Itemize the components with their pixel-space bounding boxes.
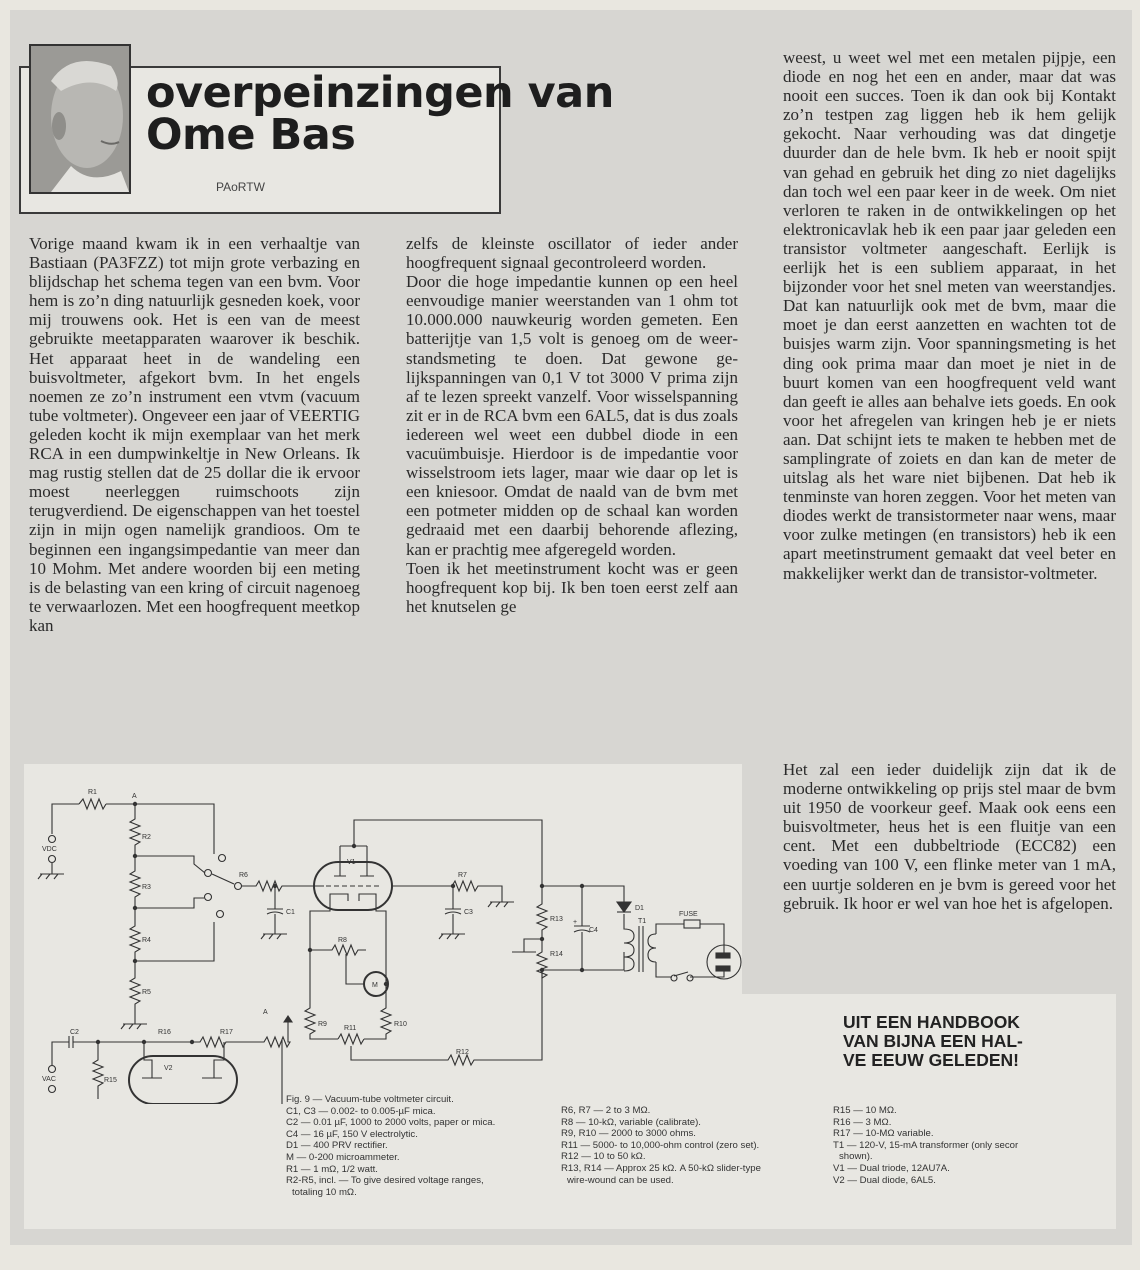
portrait-image	[31, 46, 129, 192]
legend-line: V1 — Dual triode, 12AU7A.	[833, 1162, 950, 1174]
label-r17: R17	[220, 1029, 233, 1036]
legend-line: R2-R5, incl. — To give desired voltage ranges,	[286, 1175, 484, 1187]
author-portrait	[29, 44, 131, 194]
legend-line: C1, C3 — 0.002- to 0.005-µF mica.	[286, 1105, 436, 1117]
label-a-node: A	[132, 793, 137, 800]
label-v1: V1	[347, 859, 356, 866]
legend-line: R6, R7 — 2 to 3 MΩ.	[561, 1105, 651, 1116]
legend-line: wire-wound can be used.	[567, 1174, 674, 1186]
legend-line: R9, R10 — 2000 to 3000 ohms.	[561, 1128, 696, 1140]
article-column-3-continued	[783, 760, 1116, 913]
label-r6: R6	[239, 872, 248, 879]
label-a-out: A	[263, 1009, 268, 1016]
legend-line: C4 — 16 µF, 150 V electrolytic.	[286, 1128, 418, 1140]
handbook-note-line: UIT EEN HANDBOOK	[843, 1012, 1020, 1032]
paragraph: Toen ik het meetinstrument kocht was er geen hoogfrequent kop bij. Ik ben toen eerst zelf aan het knutselen ge	[406, 558, 738, 616]
legend-line: R1 — 1 mΩ, 1/2 watt.	[286, 1163, 378, 1175]
title-line-1: overpeinzingen van	[146, 68, 614, 118]
label-r11: R11	[344, 1025, 357, 1032]
label-m: M	[372, 982, 378, 989]
legend-line: R8 — 10-kΩ, variable (calibrate).	[561, 1116, 701, 1128]
handbook-note	[843, 1013, 1023, 1070]
label-c1: C1	[286, 909, 295, 916]
label-r13: R13	[550, 916, 563, 923]
label-fuse: FUSE	[679, 911, 698, 918]
legend-line: R15 — 10 MΩ.	[833, 1105, 897, 1116]
legend-line: T1 — 120-V, 15-mA transformer (only secor	[833, 1139, 1019, 1151]
legend-line: totaling 10 mΩ.	[292, 1186, 357, 1198]
handbook-note-line: VAN BIJNA EEN HAL-	[843, 1031, 1023, 1051]
schematic-wires	[38, 799, 741, 1104]
legend-line: R17 — 10-MΩ variable.	[833, 1128, 934, 1140]
paragraph: Het zal een ieder duidelijk zijn dat ik de moderne ontwikkeling op prijs stel maar de bvm uit 1950 de voorkeur geef. Maak ook eens een buisvoltmeter, heus het is een fluitje van een cent. Met een dubbeltriode (ECC82) een voeding van 100 V, een flinke meter van 1 mA, een uurtje solderen en je bvm is gereed voor het gebruik. Ik hoor er wel van hoe het is afgelopen.	[783, 760, 1116, 913]
label-c4: C4	[589, 927, 598, 934]
label-r3: R3	[142, 884, 151, 891]
paragraph: zelfs de kleinste oscillator of ieder ander hoogfrequent signaal gecontroleerd worden.	[406, 234, 738, 273]
schematic-legend-column-3	[833, 1105, 1018, 1186]
legend-line: M — 0-200 microammeter.	[286, 1151, 400, 1163]
label-c3: C3	[464, 909, 473, 916]
label-r7: R7	[458, 872, 467, 879]
legend-line: R11 — 5000- to 10,000-ohm control (zero set).	[561, 1139, 760, 1151]
label-c2: C2	[70, 1029, 79, 1036]
label-c4-plus: +	[573, 919, 578, 926]
schematic-labels	[42, 789, 698, 1084]
legend-line: R12 — 10 to 50 kΩ.	[561, 1151, 646, 1163]
label-r1: R1	[88, 789, 97, 796]
schematic-legend-column-2	[561, 1105, 761, 1186]
label-r4: R4	[142, 937, 151, 944]
label-r5: R5	[142, 989, 151, 996]
handbook-note-line: VE EEUW GELEDEN!	[843, 1050, 1019, 1070]
article-title	[146, 68, 614, 160]
legend-line: D1 — 400 PRV rectifier.	[286, 1140, 388, 1152]
legend-line: Fig. 9 — Vacuum-tube voltmeter circuit.	[286, 1094, 454, 1105]
schematic-legend-column-1	[286, 1094, 495, 1198]
label-t1: T1	[638, 918, 647, 925]
label-vac: VAC	[42, 1076, 56, 1083]
paragraph: weest, u weet wel met een metalen pijpje, een diode en nog het een en ander, maar dat was nooit een succes. Toen ik dan ook bij Kontakt zo’n testpen zag liggen heb ik hem gelijk gekocht. Naar verhouding was dat dingetje duurder dan de hele bvm. Ik heb er nooit spijt van gehad en gebruik het ding zo niet dagelijks dan toch wel een paar keer in de week. Om niet verloren te raken in de ontwikkelingen op het elektronicavlak heb ik een paar jaar geleden een transistor voltmeter aangeschaft. Eerlijk is eerlijk het is een subliem apparaat, in het bijzonder voor het snel meten van weerstandjes. Dat kan natuurlijk ook met de bvm, maar die moet je dan eerst aanzetten en wachten tot de buisjes warm zijn. Voor spanningsmeting is het ding ook prima maar dan moet je niet in de buurt komen van een hoogfrequent veld want dan geeft ie alles aan behalve iets goeds. En ook voor het afregelen van kringen heb je er niets aan. Dat schijnt iets te maken te hebben met de samplingrate of zoiets en dan kan de meter de uitslag als het ware niet bijbenen. Dat heb ik tenminste van horen zeggen. Voor het meten van diodes werkt de transistormeter naar wens, maar voor zulke metingen (en transistors) heb ik een apart meetinstrument gemaakt dat veel beter en makkelijker werkt dan de transistor-voltmeter.	[783, 48, 1116, 583]
label-r14: R14	[550, 951, 563, 958]
label-vdc: VDC	[42, 846, 57, 853]
legend-line: R13, R14 — Approx 25 kΩ. A 50-kΩ slider-type	[561, 1162, 761, 1174]
label-r15: R15	[104, 1077, 117, 1084]
label-r2: R2	[142, 834, 151, 841]
vtvm-circuit-schematic	[24, 764, 742, 1104]
paragraph: Vorige maand kwam ik in een verhaaltje van Bastiaan (PA3FZZ) tot mijn grote verbazing en blijdschap het schema tegen van een bvm. Voor hem is zo’n ding natuurlijk gesneden koek, voor mij trouwens ook. Het is een van de meest gebruikte meetapparaten waarover ik beschik. Het apparaat heet in de wandeling een buisvoltmeter, afgekort bvm. In het engels noemen ze zo’n instrument een vtvm (vacuum tube voltmeter). Ongeveer een jaar of VEERTIG geleden kocht ik mijn exemplaar van het merk RCA in een dumpwinkeltje in New Orleans. Ik mag rustig stellen dat de 25 dollar die ik ervoor moest neerleggen ruimschoots zijn terugverdiend. De eigenschappen van het toestel zijn in mijn ogen namelijk grandioos. Om te beginnen een ingangsimpedantie van meer dan 10 Mohm. Met andere woorden bij een meting is de belasting van een kring of circuit nagenoeg te verwaarlozen. Met een hoogfrequent meetkop kan	[29, 234, 360, 635]
label-r16: R16	[158, 1029, 171, 1036]
legend-line: shown).	[839, 1151, 873, 1163]
label-v2: V2	[164, 1065, 173, 1072]
label-r9: R9	[318, 1021, 327, 1028]
title-line-2: Ome Bas	[146, 110, 356, 160]
article-column-2	[406, 234, 738, 616]
label-r12: R12	[456, 1049, 469, 1056]
paragraph: Door die hoge impedantie kunnen op een heel eenvoudige manier weerstanden van 1 ohm tot 10.000.000 nauwkeurig worden gemeten. Een batterijtje van 1,5 volt is genoeg om de weerstandsmeting te doen. Dat gewone gelijkspanningen van 0,1 V tot 3000 V prima zijn af te lezen spreekt vanzelf. Voor wisselspanning zit er in de RCA bvm een 6AL5, dat is dus zoals iedereen wel weet een dubbel diode in een vacuümbuisje. Hierdoor is de impedantie voor wisselstroom iets lager, maar wie daar op let is een kniesoor. Omdat de naald van de bvm met een potmeter midden op de schaal kan worden gedraaid met een daarbij behorende aflezing, kan er prachtig mee afgeregeld worden.	[406, 272, 738, 559]
article-column-1	[29, 234, 360, 635]
label-d1: D1	[635, 905, 644, 912]
legend-line: V2 — Dual diode, 6AL5.	[833, 1174, 936, 1186]
article-column-3	[783, 48, 1116, 583]
legend-line: C2 — 0.01 µF, 1000 to 2000 volts, paper or mica.	[286, 1117, 496, 1129]
label-r10: R10	[394, 1021, 407, 1028]
label-r8: R8	[338, 937, 347, 944]
legend-line: R16 — 3 MΩ.	[833, 1116, 892, 1128]
schematic-junctions	[96, 802, 584, 1044]
author-callsign: PAoRTW	[216, 180, 265, 194]
